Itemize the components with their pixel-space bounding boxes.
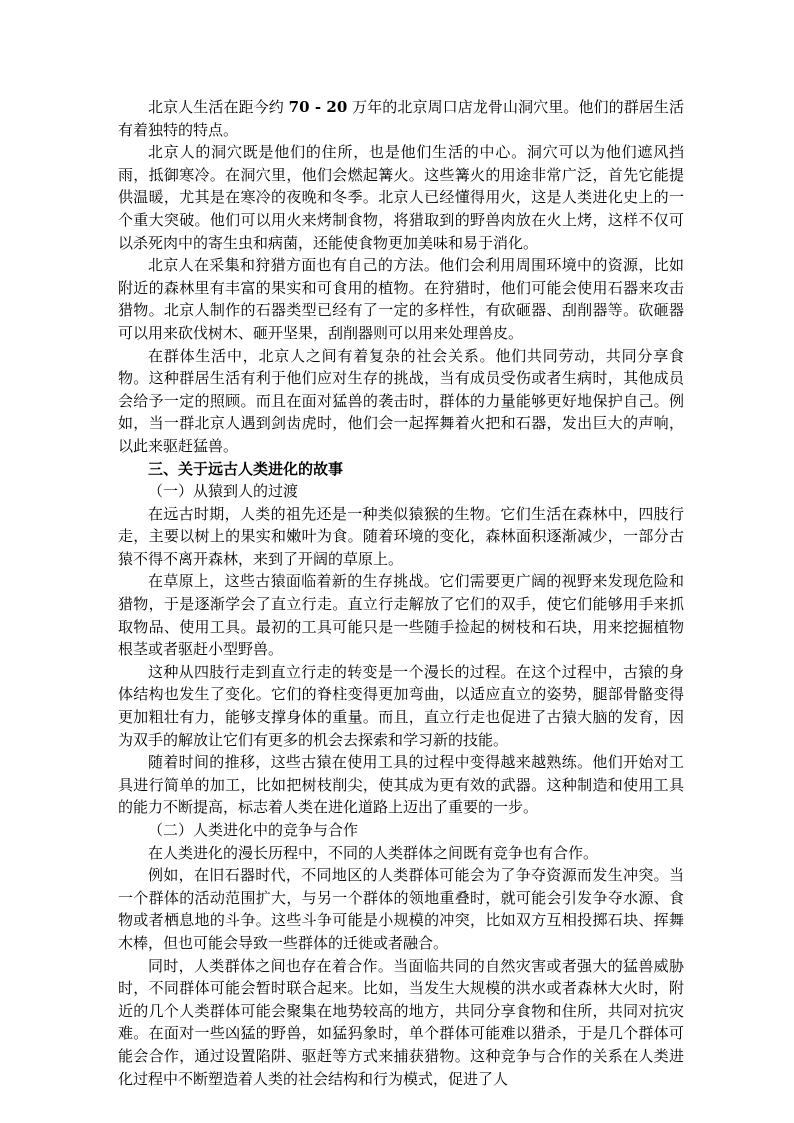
subsection-heading-2: （二）人类进化中的竞争与合作 <box>148 821 359 839</box>
paragraph-9: 在人类进化的漫长历程中，不同的人类群体之间既有竞争也有合作。 <box>148 843 599 862</box>
paragraph-1-text-a: 北京人生活在距今约 <box>148 98 289 116</box>
paragraph-4: 在群体生活中，北京人之间有着复杂的社会关系。他们共同劳动，共同分享食物。这种群居生活有利于他们应对生存的挑战，当有成员受伤或者生病时，其他成员会给予一定的照顾。而且在面对猛兽的袭击时，群体的力量能够更好地保护自己。例如，当一群北京人遇到剑齿虎时，他们会一起挥舞着火把和石器，发出巨大的声响，以此来驱赶猛兽。 <box>118 346 684 455</box>
paragraph-8: 随着时间的推移，这些古猿在使用工具的过程中变得越来越熟练。他们开始对工具进行简单的加工，比如把树枝削尖，使其成为更有效的武器。这种制造和使用工具的能力不断提高，标志着人类在进化道路上迈出了重要的一步。 <box>118 753 684 817</box>
paragraph-3: 北京人在采集和狩猎方面也有自己的方法。他们会利用周围环境中的资源，比如附近的森林里有丰富的果实和可食用的植物。在狩猎时，他们可能会使用石器来攻击猎物。北京人制作的石器类型已经有了一定的多样性，有砍砸器、刮削器等。砍砸器可以用来砍伐树木、砸开坚果，刮削器则可以用来处理兽皮。 <box>118 256 684 342</box>
paragraph-5: 在远古时期，人类的祖先还是一种类似猿猴的生物。它们生活在森林中，四肢行走，主要以树上的果实和嫩叶为食。随着环境的变化，森林面积逐渐减少，一部分古猿不得不离开森林，来到了开阔的草原上。 <box>118 504 684 568</box>
subsection-heading-1: （一）从猿到人的过渡 <box>148 482 299 501</box>
document-page <box>118 96 684 1090</box>
paragraph-10: 例如，在旧石器时代，不同地区的人类群体可能会为了争夺资源而发生冲突。当一个群体的活动范围扩大，与另一个群体的领地重叠时，就可能会引发争夺水源、食物或者栖息地的斗争。这些斗争可能是小规模的冲突，比如双方互相投掷石块、挥舞木棒，但也可能会导致一些群体的迁徙或者融合。 <box>118 866 684 952</box>
paragraph-7: 这种从四肢行走到直立行走的转变是一个漫长的过程。在这个过程中，古猿的身体结构也发生了变化。它们的脊柱变得更加弯曲，以适应直立的姿势，腿部骨骼变得更加粗壮有力，能够支撑身体的重量。而且，直立行走也促进了古猿大脑的发育，因为双手的解放让它们有更多的机会去探索和学习新的技能。 <box>118 662 684 749</box>
section-heading: 三、关于远古人类进化的故事 <box>148 459 344 478</box>
paragraph-11: 同时，人类群体之间也存在着合作。当面临共同的自然灾害或者强大的猛兽威胁时，不同群体可能会暂时联合起来。比如，当发生大规模的洪水或者森林大火时，附近的几个人类群体可能会聚集在地势较高的地方，共同分享食物和住所，共同对抗灾难。在面对一些凶猛的野兽，如猛犸象时，单个群体可能难以猎杀，于是几个群体可能会合作，通过设置陷阱、驱赶等方式来捕获猎物。这种竞争与合作的关系在人类进化过程中不断塑造着人类的社会结构和行为模式，促进了人 <box>118 956 684 1088</box>
paragraph-1-years: 70 - 20 <box>288 98 348 116</box>
paragraph-1-text-c: 万年的北京周口店龙骨山洞穴里。他们的群居生活有着独特的特点。 <box>118 98 684 139</box>
paragraph-2: 北京人的洞穴既是他们的住所，也是他们生活的中心。洞穴可以为他们遮风挡雨，抵御寒冷。在洞穴里，他们会燃起篝火。这些篝火的用途非常广泛，首先它能提供温暖，尤其是在寒冷的夜晚和冬季。北京人已经懂得用火，这是人类进化史上的一个重大突破。他们可以用火来烤制食物，将猎取到的野兽肉放在火上烤，这样不仅可以杀死肉中的寄生虫和病菌，还能使食物更加美味和易于消化。 <box>118 143 684 252</box>
paragraph-1 <box>118 96 684 141</box>
paragraph-6: 在草原上，这些古猿面临着新的生存挑战。它们需要更广阔的视野来发现危险和猎物，于是逐渐学会了直立行走。直立行走解放了它们的双手，使它们能够用手来抓取物品、使用工具。最初的工具可能只是一些随手捡起的树枝和石块，用来挖掘植物根茎或者驱赶小型野兽。 <box>118 572 684 659</box>
